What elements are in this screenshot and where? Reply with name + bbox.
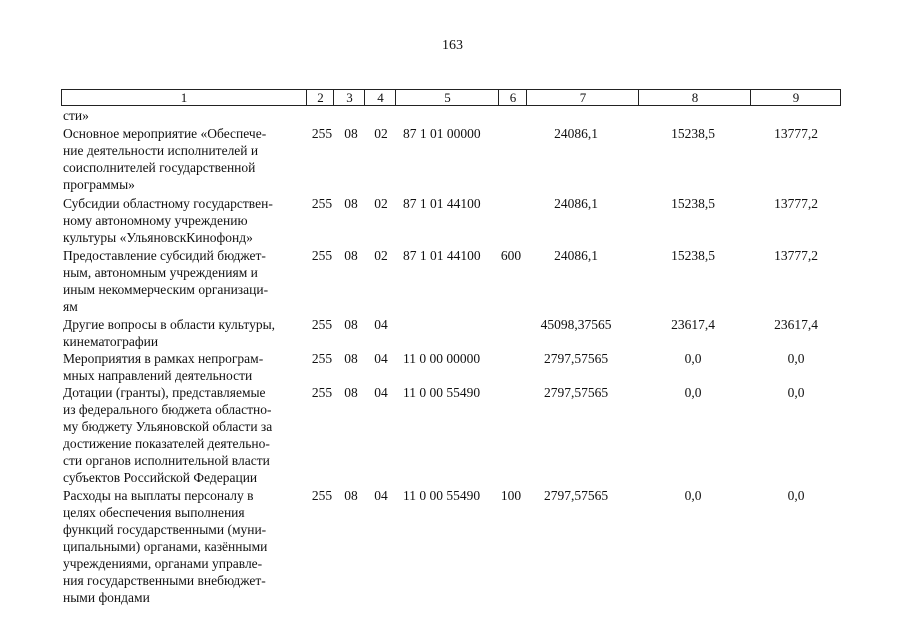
description-line: сти органов исполнительной власти (63, 453, 270, 468)
cell-col-5: 11 0 00 55490 (403, 385, 481, 400)
cell-col-7: 2797,57565 (543, 351, 609, 366)
cell-col-5: 87 1 01 00000 (403, 126, 481, 141)
cell-col-2: 255 (311, 126, 333, 141)
description-line: ния государственными внебюджет- (63, 573, 266, 588)
row-description (63, 195, 301, 246)
description-line: Субсидии областному государствен- (63, 196, 273, 211)
cell-col-4: 04 (374, 488, 388, 503)
cell-col-3: 08 (344, 488, 358, 503)
header-col-8: 8 (638, 90, 751, 105)
cell-col-8: 0,0 (684, 351, 702, 366)
row-description (63, 384, 301, 486)
description-line: Предоставление субсидий бюджет- (63, 248, 266, 263)
description-line: ципальными) органами, казёнными (63, 539, 268, 554)
row-description (63, 316, 301, 350)
cell-col-4: 02 (374, 196, 388, 211)
description-line: программы» (63, 177, 135, 192)
row-description (63, 487, 301, 606)
cell-col-8: 15238,5 (671, 248, 715, 263)
description-line: культуры «УльяновскКинофонд» (63, 230, 253, 245)
cell-col-9: 13777,2 (774, 196, 818, 211)
cell-col-4: 02 (374, 248, 388, 263)
description-line: Мероприятия в рамках непрограм- (63, 351, 264, 366)
row-description (63, 350, 301, 384)
description-line: мных направлений деятельности (63, 368, 253, 383)
description-line: ям (63, 299, 78, 314)
description-line: субъектов Российской Федерации (63, 470, 258, 485)
cell-col-3: 08 (344, 248, 358, 263)
description-line: целях обеспечения выполнения (63, 505, 245, 520)
cell-col-5: 11 0 00 55490 (403, 488, 481, 503)
header-col-6: 6 (498, 90, 527, 105)
description-line: ние деятельности исполнителей и (63, 143, 259, 158)
cell-col-5: 87 1 01 44100 (403, 196, 481, 211)
cell-col-8: 15238,5 (671, 126, 715, 141)
cell-col-8: 15238,5 (671, 196, 715, 211)
cell-col-2: 255 (311, 488, 333, 503)
description-line: ными фондами (63, 590, 150, 605)
cell-col-2: 255 (311, 196, 333, 211)
header-col-4: 4 (364, 90, 396, 105)
cell-col-3: 08 (344, 126, 358, 141)
cell-col-6: 100 (500, 488, 522, 503)
cell-col-9: 0,0 (787, 351, 805, 366)
cell-col-2: 255 (311, 317, 333, 332)
description-line: Дотации (гранты), представляемые (63, 385, 266, 400)
cell-col-7: 24086,1 (554, 126, 598, 141)
description-line: му бюджету Ульяновской области за (63, 419, 273, 434)
description-line: Расходы на выплаты персоналу в (63, 488, 254, 503)
row-description (63, 125, 301, 193)
description-line: кинематографии (63, 334, 159, 349)
cell-col-4: 04 (374, 351, 388, 366)
cell-col-7: 2797,57565 (543, 385, 609, 400)
cell-col-9: 23617,4 (774, 317, 818, 332)
cell-col-7: 45098,37565 (540, 317, 612, 332)
header-col-5: 5 (395, 90, 499, 105)
header-col-3: 3 (333, 90, 365, 105)
cell-col-3: 08 (344, 385, 358, 400)
cell-col-9: 13777,2 (774, 248, 818, 263)
cell-col-4: 04 (374, 385, 388, 400)
header-col-7: 7 (526, 90, 639, 105)
row-description (63, 247, 301, 315)
cell-col-8: 23617,4 (671, 317, 715, 332)
cell-col-7: 24086,1 (554, 196, 598, 211)
cell-col-5: 87 1 01 44100 (403, 248, 481, 263)
cell-col-2: 255 (311, 385, 333, 400)
header-col-1: 1 (180, 90, 188, 105)
page-number: 163 (442, 38, 463, 53)
cell-col-3: 08 (344, 317, 358, 332)
description-line: иным некоммерческим организаци- (63, 282, 269, 297)
cell-col-5: 11 0 00 00000 (403, 351, 481, 366)
description-line: соисполнителей государственной (63, 160, 256, 175)
continuation-text: сти» (63, 108, 89, 123)
description-line: ному автономному учреждению (63, 213, 248, 228)
description-line: Другие вопросы в области культуры, (63, 317, 276, 332)
cell-col-3: 08 (344, 196, 358, 211)
cell-col-6: 600 (500, 248, 522, 263)
cell-col-2: 255 (311, 248, 333, 263)
cell-col-9: 0,0 (787, 488, 805, 503)
cell-col-9: 0,0 (787, 385, 805, 400)
cell-col-8: 0,0 (684, 488, 702, 503)
cell-col-2: 255 (311, 351, 333, 366)
description-line: из федерального бюджета областно- (63, 402, 272, 417)
header-col-2: 2 (306, 90, 334, 105)
cell-col-4: 04 (374, 317, 388, 332)
description-line: Основное мероприятие «Обеспече- (63, 126, 267, 141)
description-line: ным, автономным учреждениям и (63, 265, 258, 280)
description-line: достижение показателей деятельно- (63, 436, 270, 451)
cell-col-4: 02 (374, 126, 388, 141)
cell-col-3: 08 (344, 351, 358, 366)
header-col-9: 9 (750, 90, 841, 105)
table-header (61, 89, 841, 106)
cell-col-7: 2797,57565 (543, 488, 609, 503)
description-line: функций государственными (муни- (63, 522, 267, 537)
cell-col-7: 24086,1 (554, 248, 598, 263)
cell-col-8: 0,0 (684, 385, 702, 400)
cell-col-9: 13777,2 (774, 126, 818, 141)
description-line: учреждениями, органами управле- (63, 556, 263, 571)
